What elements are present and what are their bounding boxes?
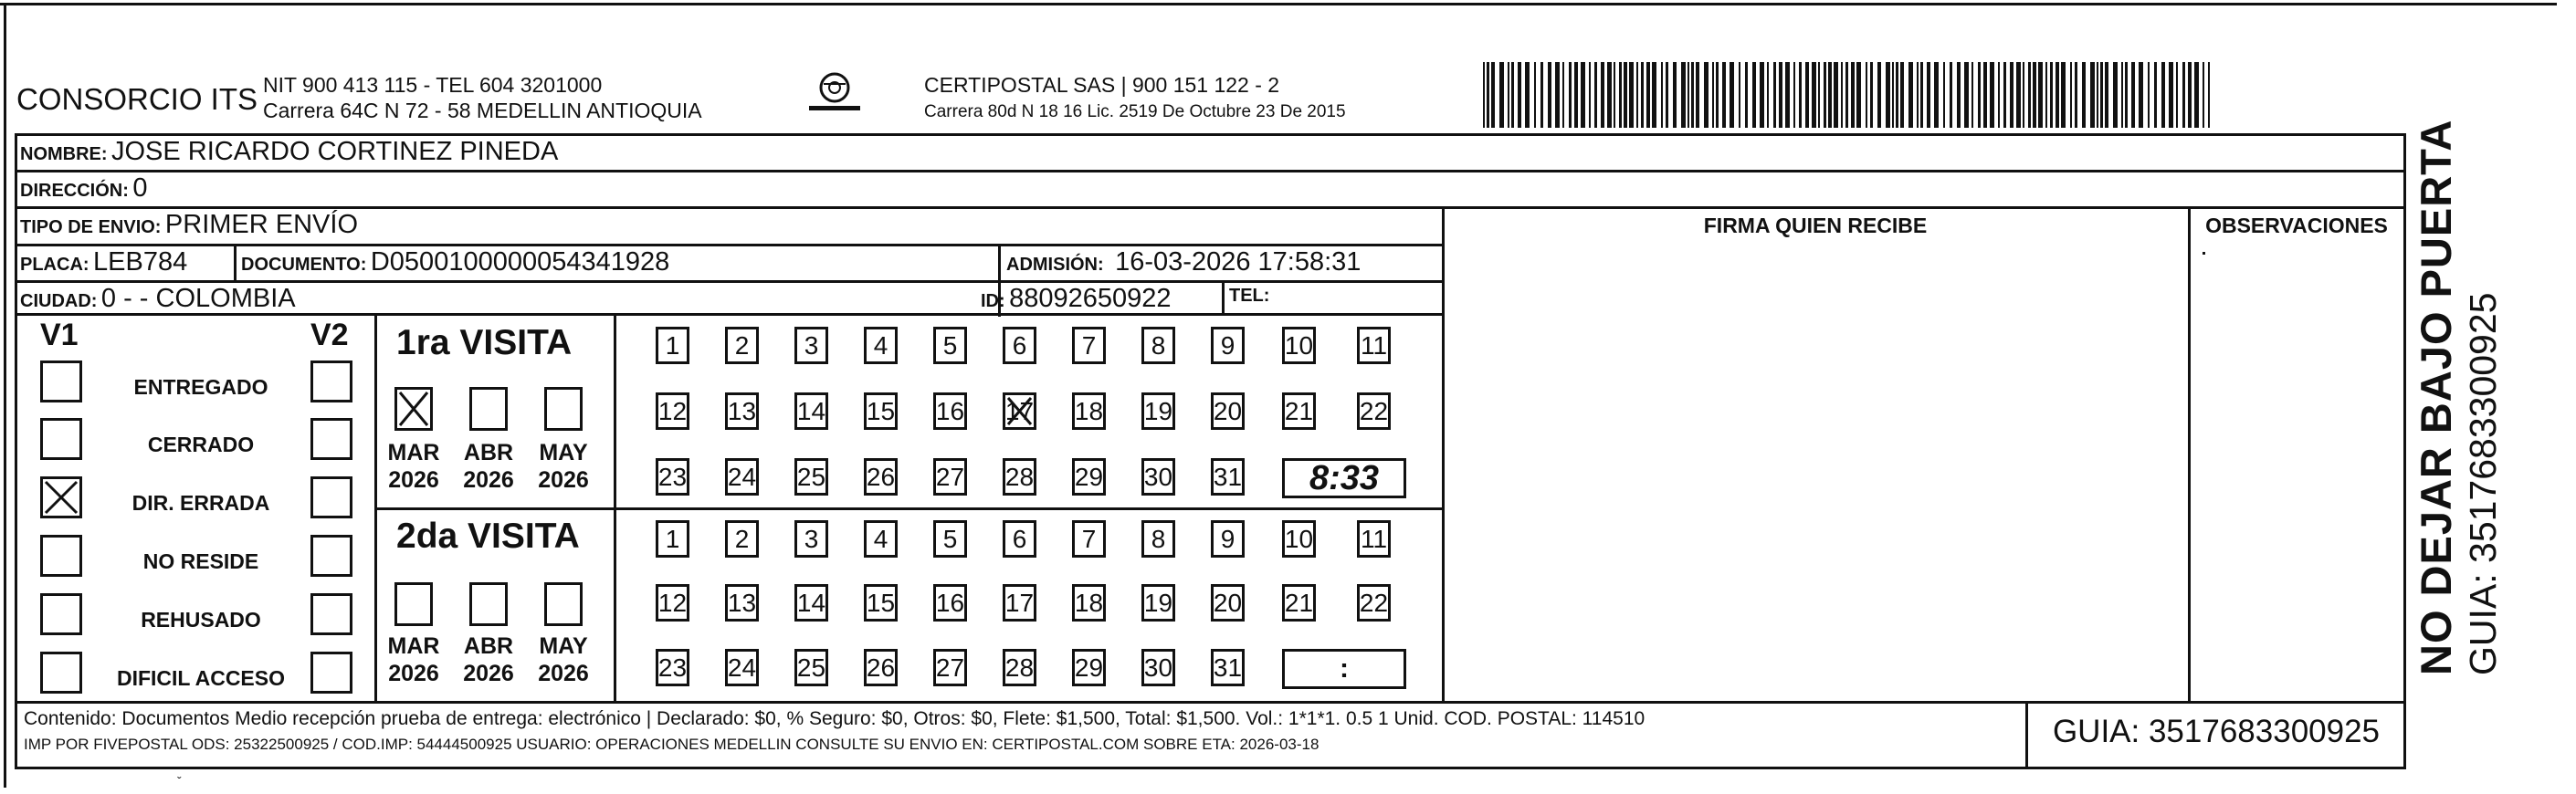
day-number: 13 (727, 588, 757, 617)
day-number: 7 (1081, 524, 1097, 553)
month-label: ABR (463, 633, 514, 659)
day-box[interactable] (794, 584, 828, 622)
v1-checkbox[interactable] (40, 418, 82, 460)
day-box[interactable] (725, 584, 759, 622)
tel-label: TEL: (1229, 286, 1270, 306)
day-box[interactable] (656, 327, 689, 364)
month-checkbox[interactable] (469, 387, 508, 431)
direccion-value: 0 (132, 173, 148, 203)
day-box[interactable] (656, 649, 689, 686)
day-box[interactable] (1282, 392, 1316, 430)
certipostal-info: CERTIPOSTAL SAS | 900 151 122 - 2 (924, 73, 1280, 97)
company-address: Carrera 64C N 72 - 58 MEDELLIN ANTIOQUIA (263, 99, 702, 122)
day-box[interactable] (1072, 649, 1106, 686)
day-box[interactable] (1003, 327, 1036, 364)
month-checkbox[interactable] (544, 387, 583, 431)
status-label: DIR. ERRADA (131, 491, 270, 515)
day-number: 11 (1360, 330, 1388, 360)
day-number: 15 (866, 396, 896, 425)
certipostal-license: Carrera 80d N 18 16 Lic. 2519 De Octubre 23 De 2015 (924, 102, 1346, 121)
day-number: 25 (796, 462, 826, 491)
day-box[interactable] (1357, 392, 1391, 430)
grid-line (614, 313, 616, 704)
check-x-mark (43, 479, 79, 516)
direccion-label: DIRECCIÓN: (20, 181, 129, 201)
company-nit: NIT 900 413 115 - TEL 604 3201000 (263, 73, 603, 97)
day-box[interactable] (656, 392, 689, 430)
v2-checkbox[interactable] (310, 652, 352, 694)
day-box[interactable] (656, 458, 689, 496)
day-box[interactable] (1357, 327, 1391, 364)
day-number: 18 (1074, 588, 1104, 617)
day-number: 10 (1284, 330, 1314, 360)
month-checkbox[interactable] (469, 582, 508, 626)
day-box[interactable] (725, 458, 759, 496)
month-checkbox[interactable] (544, 582, 583, 626)
ciudad-label: CIUDAD: (20, 291, 98, 311)
v2-label: V2 (310, 318, 349, 352)
check-x-mark (397, 390, 430, 428)
footer-contenido: Contenido: Documentos Medio recepción prueba de entrega: electrónico | Declarado: $0, % Seguro: $0, Otros: $0, Flete: $1,500, Total: $1,500. Vol.: 1*1*1. 0.5 1 Unid. COD. POSTAL: 114510 (24, 708, 1645, 729)
v2-checkbox[interactable] (310, 535, 352, 577)
tipo-envio-label: TIPO DE ENVIO: (20, 217, 162, 237)
year-label: 2026 (388, 661, 439, 686)
day-number: 23 (657, 653, 688, 682)
day-box[interactable] (794, 520, 828, 558)
day-number: 10 (1284, 524, 1314, 553)
grid-line (15, 206, 2405, 209)
status-label: REHUSADO (141, 608, 261, 632)
grid-line (2025, 701, 2028, 768)
day-number: 22 (1359, 396, 1389, 425)
day-number: 2 (734, 330, 750, 360)
barcode (1483, 62, 2213, 128)
day-box[interactable] (933, 520, 967, 558)
day-box[interactable] (794, 392, 828, 430)
grid-line (15, 767, 2405, 769)
month-checkbox[interactable] (394, 387, 433, 431)
v2-checkbox[interactable] (310, 360, 352, 402)
visit-time-box[interactable]: : (1282, 649, 1406, 689)
day-box[interactable] (933, 458, 967, 496)
month-year-label (457, 632, 520, 687)
day-number: 3 (804, 330, 819, 360)
day-number: 16 (935, 396, 965, 425)
v1-checkbox[interactable] (40, 593, 82, 635)
month-year-label (382, 632, 446, 687)
day-number: 17 (1004, 396, 1035, 425)
day-box[interactable] (864, 458, 898, 496)
day-box[interactable] (1072, 520, 1106, 558)
day-number: 28 (1004, 462, 1035, 491)
grid-line (15, 701, 2405, 704)
stray-mark: ˇ (177, 774, 182, 789)
day-number: 6 (1012, 524, 1027, 553)
day-box[interactable] (1211, 327, 1245, 364)
year-label: 2026 (538, 467, 589, 493)
day-number: 30 (1143, 462, 1173, 491)
day-box[interactable] (1003, 520, 1036, 558)
day-number: 20 (1213, 588, 1243, 617)
day-box[interactable] (1282, 584, 1316, 622)
day-box[interactable] (725, 327, 759, 364)
day-number: 6 (1012, 330, 1027, 360)
v1-checkbox[interactable] (40, 360, 82, 402)
visit-time-box[interactable]: 8:33 (1282, 458, 1406, 498)
day-box[interactable] (1211, 458, 1245, 496)
day-number: 21 (1284, 588, 1314, 617)
day-number: 31 (1213, 653, 1243, 682)
day-box[interactable] (864, 584, 898, 622)
month-label: MAY (539, 633, 588, 659)
ciudad-field (20, 284, 296, 314)
grid-line (374, 507, 1445, 510)
day-number: 13 (727, 396, 757, 425)
documento-value: D0500100000054341928 (370, 247, 670, 277)
nombre-label: NOMBRE: (20, 144, 108, 164)
day-box[interactable] (1282, 327, 1316, 364)
day-box[interactable] (1141, 392, 1175, 430)
certipostal-logo (804, 71, 866, 119)
day-box[interactable] (1357, 584, 1391, 622)
day-number: 7 (1081, 330, 1097, 360)
day-box[interactable] (794, 458, 828, 496)
admision-label: ADMISIÓN: (1006, 255, 1104, 275)
footer-guia: GUIA: 3517683300925 (2052, 714, 2381, 749)
month-label: ABR (463, 440, 514, 465)
day-box[interactable] (864, 327, 898, 364)
nombre-value: JOSE RICARDO CORTINEZ PINEDA (111, 137, 559, 166)
day-box[interactable] (725, 392, 759, 430)
id-label: ID: (981, 291, 1005, 311)
year-label: 2026 (463, 467, 514, 493)
footer-imp: IMP POR FIVEPOSTAL ODS: 25322500925 / COD.IMP: 54444500925 USUARIO: OPERACIONES MEDELLIN CONSULTE SU ENVIO EN: CERTIPOSTAL.COM SOBRE ETA: 2026-03-18 (24, 736, 1320, 753)
id-field (981, 284, 1172, 314)
company-name: CONSORCIO ITS (16, 82, 258, 116)
month-label: MAY (539, 440, 588, 465)
day-box[interactable] (1141, 649, 1175, 686)
grid-line (15, 244, 1445, 246)
day-box[interactable] (1141, 327, 1175, 364)
month-checkbox[interactable] (394, 582, 433, 626)
documento-field (241, 247, 669, 277)
visit-1-title: 1ra VISITA (396, 323, 573, 362)
admision-field (1006, 247, 1361, 277)
month-label: MAR (387, 440, 440, 465)
day-number: 5 (942, 524, 958, 553)
day-number: 30 (1143, 653, 1173, 682)
day-number: 14 (796, 396, 826, 425)
day-box[interactable] (1003, 649, 1036, 686)
day-number: 16 (935, 588, 965, 617)
day-number: 11 (1360, 524, 1388, 553)
day-box[interactable] (1211, 584, 1245, 622)
day-number: 5 (942, 330, 958, 360)
day-box[interactable] (1072, 458, 1106, 496)
day-number: 31 (1213, 462, 1243, 491)
day-box[interactable] (933, 327, 967, 364)
day-number: 3 (804, 524, 819, 553)
day-number: 4 (873, 330, 888, 360)
nombre-field (20, 137, 558, 167)
day-box[interactable] (725, 520, 759, 558)
day-box[interactable] (1211, 649, 1245, 686)
year-label: 2026 (538, 661, 589, 686)
day-box[interactable] (1003, 584, 1036, 622)
day-number: 14 (796, 588, 826, 617)
day-box[interactable] (1072, 584, 1106, 622)
month-year-label (382, 439, 446, 494)
day-number: 12 (657, 588, 688, 617)
side-guia: GUIA: 3517683300925 (2462, 292, 2504, 675)
tel-field (1229, 286, 1269, 307)
day-box[interactable] (1211, 392, 1245, 430)
observaciones-area[interactable] (2192, 243, 2400, 699)
visit-2-title: 2da VISITA (396, 517, 580, 556)
observaciones-header: OBSERVACIONES (2205, 214, 2388, 237)
day-number: 4 (873, 524, 888, 553)
year-label: 2026 (463, 661, 514, 686)
year-label: 2026 (388, 467, 439, 493)
firma-header: FIRMA QUIEN RECIBE (1703, 214, 1928, 237)
grid-line (2188, 206, 2191, 704)
day-number: 12 (657, 396, 688, 425)
month-year-label (531, 439, 595, 494)
placa-value: LEB784 (93, 247, 188, 277)
day-number: 27 (935, 462, 965, 491)
status-label: NO RESIDE (142, 549, 259, 573)
day-number: 18 (1074, 396, 1104, 425)
month-label: MAR (387, 633, 440, 659)
day-number: 22 (1359, 588, 1389, 617)
grid-line (2403, 133, 2406, 769)
status-label: CERRADO (147, 433, 255, 456)
id-value: 88092650922 (1009, 284, 1172, 313)
tipo-envio-field (20, 210, 358, 240)
day-number: 26 (866, 462, 896, 491)
admision-value: 16-03-2026 17:58:31 (1115, 247, 1362, 277)
v1-checkbox[interactable] (40, 652, 82, 694)
v1-label: V1 (40, 318, 79, 352)
tipo-envio-value: PRIMER ENVÍO (164, 210, 359, 239)
day-number: 20 (1213, 396, 1243, 425)
status-label: DIFICIL ACCESO (116, 666, 285, 690)
day-number: 9 (1220, 524, 1235, 553)
month-year-label (457, 439, 520, 494)
v2-checkbox[interactable] (310, 593, 352, 635)
day-box[interactable] (1141, 458, 1175, 496)
side-text (2411, 119, 2529, 675)
day-number: 19 (1143, 396, 1173, 425)
day-box[interactable] (1003, 458, 1036, 496)
day-box[interactable] (1072, 327, 1106, 364)
grid-line (15, 133, 2405, 136)
grid-line (1222, 280, 1225, 315)
day-number: 15 (866, 588, 896, 617)
day-box[interactable] (933, 649, 967, 686)
day-box[interactable] (933, 392, 967, 430)
grid-line (234, 244, 237, 282)
day-box[interactable] (864, 520, 898, 558)
month-year-label (531, 632, 595, 687)
day-number: 9 (1220, 330, 1235, 360)
v1-checkbox[interactable] (40, 535, 82, 577)
left-frame-line (4, 3, 6, 788)
ciudad-value: 0 - - COLOMBIA (100, 284, 296, 313)
grid-line (15, 170, 2405, 172)
day-number: 29 (1074, 462, 1104, 491)
day-box[interactable] (1282, 520, 1316, 558)
v1-checkbox[interactable] (40, 476, 82, 518)
day-number: 25 (796, 653, 826, 682)
day-number: 26 (866, 653, 896, 682)
check-x-mark (1005, 395, 1034, 427)
day-box[interactable] (656, 520, 689, 558)
status-label: ENTREGADO (133, 375, 268, 399)
day-box[interactable] (1141, 520, 1175, 558)
placa-label: PLACA: (20, 255, 89, 275)
v2-checkbox[interactable] (310, 418, 352, 460)
day-box[interactable] (1141, 584, 1175, 622)
day-box[interactable] (864, 649, 898, 686)
day-number: 27 (935, 653, 965, 682)
day-box[interactable] (864, 392, 898, 430)
grid-line (1442, 206, 1445, 704)
day-number: 1 (665, 330, 680, 360)
day-box[interactable] (794, 649, 828, 686)
day-box[interactable] (725, 649, 759, 686)
day-number: 19 (1143, 588, 1173, 617)
placa-field (20, 247, 187, 277)
day-box[interactable] (656, 584, 689, 622)
grid-line (15, 133, 17, 769)
day-number: 8 (1151, 524, 1166, 553)
day-number: 21 (1284, 396, 1314, 425)
day-number: 8 (1151, 330, 1166, 360)
documento-label: DOCUMENTO: (241, 255, 367, 275)
day-number: 2 (734, 524, 750, 553)
no-dejar-bajo-puerta: NO DEJAR BAJO PUERTA (2412, 119, 2460, 675)
day-box[interactable] (794, 327, 828, 364)
v2-checkbox[interactable] (310, 476, 352, 518)
day-number: 23 (657, 462, 688, 491)
signature-area[interactable] (1446, 243, 2184, 699)
day-number: 28 (1004, 653, 1035, 682)
top-frame-line (0, 3, 2557, 5)
direccion-field (20, 173, 147, 204)
day-box[interactable] (1003, 392, 1036, 430)
day-number: 1 (665, 524, 680, 553)
day-box[interactable] (1357, 520, 1391, 558)
day-number: 29 (1074, 653, 1104, 682)
day-number: 24 (727, 653, 757, 682)
day-number: 24 (727, 462, 757, 491)
grid-line (374, 313, 377, 704)
day-box[interactable] (1072, 392, 1106, 430)
day-number: 17 (1004, 588, 1035, 617)
grid-line (15, 280, 1445, 283)
day-box[interactable] (933, 584, 967, 622)
day-box[interactable] (1211, 520, 1245, 558)
